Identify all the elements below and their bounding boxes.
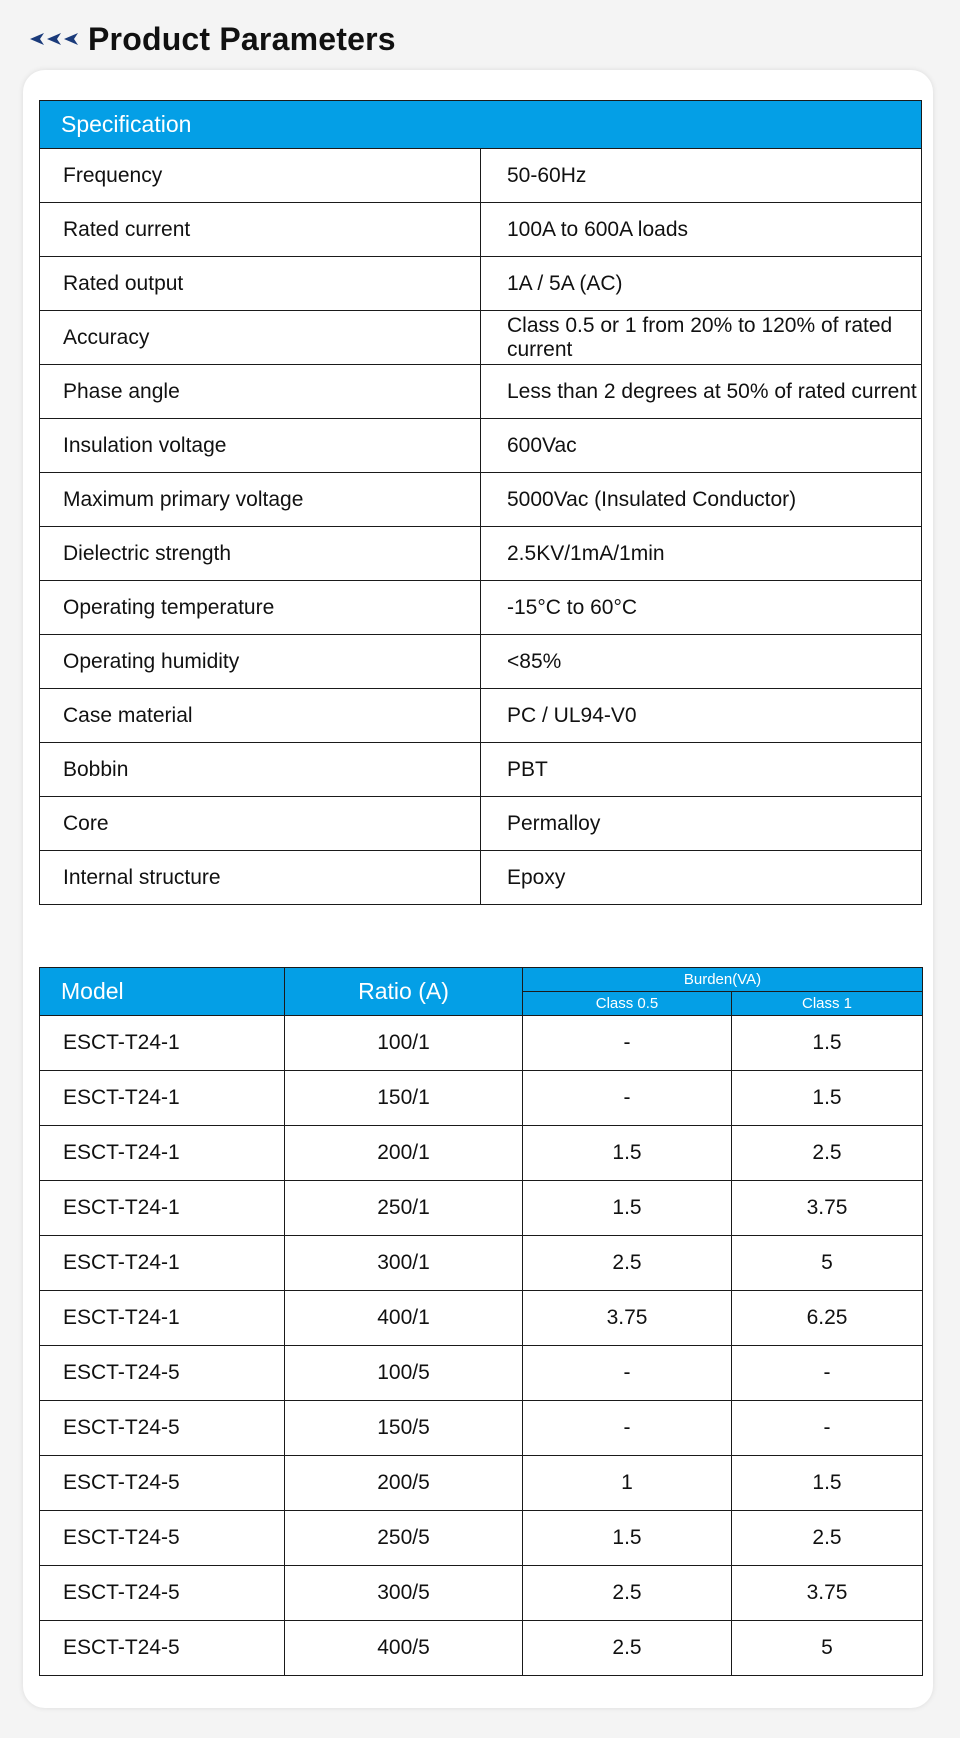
- specification-table: [39, 100, 922, 905]
- ratio-cell: 150/1: [285, 1071, 523, 1126]
- spec-row: [40, 527, 922, 581]
- spec-value: 600Vac: [481, 419, 922, 473]
- class1-burden-cell: 1.5: [732, 1456, 923, 1511]
- spec-label: Phase angle: [40, 365, 481, 419]
- model-row: [40, 1181, 923, 1236]
- ratio-cell: 200/1: [285, 1126, 523, 1181]
- spec-label: Operating humidity: [40, 635, 481, 689]
- class05-burden-cell: 1.5: [523, 1126, 732, 1181]
- ratio-cell: 400/5: [285, 1621, 523, 1676]
- class05-burden-cell: 2.5: [523, 1236, 732, 1291]
- spec-row: [40, 581, 922, 635]
- model-cell: ESCT-T24-5: [40, 1566, 285, 1621]
- class1-burden-cell: 5: [732, 1621, 923, 1676]
- class05-burden-cell: -: [523, 1071, 732, 1126]
- spec-value: 50-60Hz: [481, 149, 922, 203]
- model-cell: ESCT-T24-1: [40, 1181, 285, 1236]
- class1-burden-cell: 1.5: [732, 1071, 923, 1126]
- spec-row: [40, 797, 922, 851]
- class05-burden-cell: -: [523, 1016, 732, 1071]
- ratio-cell: 250/1: [285, 1181, 523, 1236]
- spec-value: 1A / 5A (AC): [481, 257, 922, 311]
- model-cell: ESCT-T24-1: [40, 1126, 285, 1181]
- class05-burden-cell: 2.5: [523, 1621, 732, 1676]
- spec-label: Dielectric strength: [40, 527, 481, 581]
- spec-value: 100A to 600A loads: [481, 203, 922, 257]
- model-row: [40, 1456, 923, 1511]
- class1-burden-cell: 1.5: [732, 1016, 923, 1071]
- model-cell: ESCT-T24-5: [40, 1621, 285, 1676]
- spec-value: -15°C to 60°C: [481, 581, 922, 635]
- class1-burden-cell: 5: [732, 1236, 923, 1291]
- model-row: [40, 1566, 923, 1621]
- ratio-cell: 300/5: [285, 1566, 523, 1621]
- spec-label: Internal structure: [40, 851, 481, 905]
- class1-burden-cell: 2.5: [732, 1511, 923, 1566]
- model-cell: ESCT-T24-5: [40, 1511, 285, 1566]
- spec-label: Core: [40, 797, 481, 851]
- model-row: [40, 1126, 923, 1181]
- model-cell: ESCT-T24-5: [40, 1401, 285, 1456]
- ratio-cell: 150/5: [285, 1401, 523, 1456]
- page-header: [30, 14, 396, 64]
- class1-column-header: Class 1: [732, 992, 923, 1016]
- ratio-cell: 100/5: [285, 1346, 523, 1401]
- spec-value: Less than 2 degrees at 50% of rated current: [481, 365, 922, 419]
- spec-row: [40, 203, 922, 257]
- class05-column-header: Class 0.5: [523, 992, 732, 1016]
- spec-value: PC / UL94-V0: [481, 689, 922, 743]
- model-row: [40, 1016, 923, 1071]
- class05-burden-cell: 1.5: [523, 1181, 732, 1236]
- model-row: [40, 1401, 923, 1456]
- spec-row: [40, 311, 922, 365]
- class05-burden-cell: 1: [523, 1456, 732, 1511]
- spec-label: Bobbin: [40, 743, 481, 797]
- model-cell: ESCT-T24-1: [40, 1071, 285, 1126]
- burden-column-header: Burden(VA): [523, 968, 923, 992]
- model-column-header: Model: [40, 968, 285, 1016]
- spec-value: PBT: [481, 743, 922, 797]
- ratio-cell: 250/5: [285, 1511, 523, 1566]
- class05-burden-cell: 2.5: [523, 1566, 732, 1621]
- spec-row: [40, 365, 922, 419]
- spec-row: [40, 419, 922, 473]
- spec-label: Operating temperature: [40, 581, 481, 635]
- class05-burden-cell: 1.5: [523, 1511, 732, 1566]
- spec-row: [40, 743, 922, 797]
- model-table: [39, 967, 923, 1676]
- model-row: [40, 1291, 923, 1346]
- class1-burden-cell: -: [732, 1346, 923, 1401]
- class1-burden-cell: 6.25: [732, 1291, 923, 1346]
- model-cell: ESCT-T24-5: [40, 1456, 285, 1511]
- spec-label: Case material: [40, 689, 481, 743]
- model-cell: ESCT-T24-1: [40, 1236, 285, 1291]
- spec-value: Epoxy: [481, 851, 922, 905]
- model-row: [40, 1236, 923, 1291]
- spec-label: Rated current: [40, 203, 481, 257]
- spec-row: [40, 149, 922, 203]
- spec-value: Class 0.5 or 1 from 20% to 120% of rated current: [481, 311, 922, 365]
- model-row: [40, 1511, 923, 1566]
- spec-label: Rated output: [40, 257, 481, 311]
- model-cell: ESCT-T24-5: [40, 1346, 285, 1401]
- spec-value: 2.5KV/1mA/1min: [481, 527, 922, 581]
- ratio-cell: 100/1: [285, 1016, 523, 1071]
- model-row: [40, 1346, 923, 1401]
- class1-burden-cell: 3.75: [732, 1181, 923, 1236]
- class05-burden-cell: 3.75: [523, 1291, 732, 1346]
- model-cell: ESCT-T24-1: [40, 1016, 285, 1071]
- class1-burden-cell: 2.5: [732, 1126, 923, 1181]
- ratio-column-header: Ratio (A): [285, 968, 523, 1016]
- page-title: Product Parameters: [88, 20, 396, 57]
- parameters-card: [23, 70, 933, 1708]
- spec-row: [40, 851, 922, 905]
- spec-value: <85%: [481, 635, 922, 689]
- spec-value: Permalloy: [481, 797, 922, 851]
- spec-label: Insulation voltage: [40, 419, 481, 473]
- class05-burden-cell: -: [523, 1346, 732, 1401]
- class1-burden-cell: -: [732, 1401, 923, 1456]
- spec-row: [40, 635, 922, 689]
- specification-header: Specification: [40, 101, 922, 149]
- model-row: [40, 1071, 923, 1126]
- spec-label: Frequency: [40, 149, 481, 203]
- ratio-cell: 400/1: [285, 1291, 523, 1346]
- model-cell: ESCT-T24-1: [40, 1291, 285, 1346]
- spec-row: [40, 689, 922, 743]
- spec-row: [40, 257, 922, 311]
- spec-value: 5000Vac (Insulated Conductor): [481, 473, 922, 527]
- model-row: [40, 1621, 923, 1676]
- spec-label: Accuracy: [40, 311, 481, 365]
- triple-chevron-left-icon: [30, 30, 82, 48]
- ratio-cell: 200/5: [285, 1456, 523, 1511]
- spec-row: [40, 473, 922, 527]
- class1-burden-cell: 3.75: [732, 1566, 923, 1621]
- class05-burden-cell: -: [523, 1401, 732, 1456]
- spec-label: Maximum primary voltage: [40, 473, 481, 527]
- ratio-cell: 300/1: [285, 1236, 523, 1291]
